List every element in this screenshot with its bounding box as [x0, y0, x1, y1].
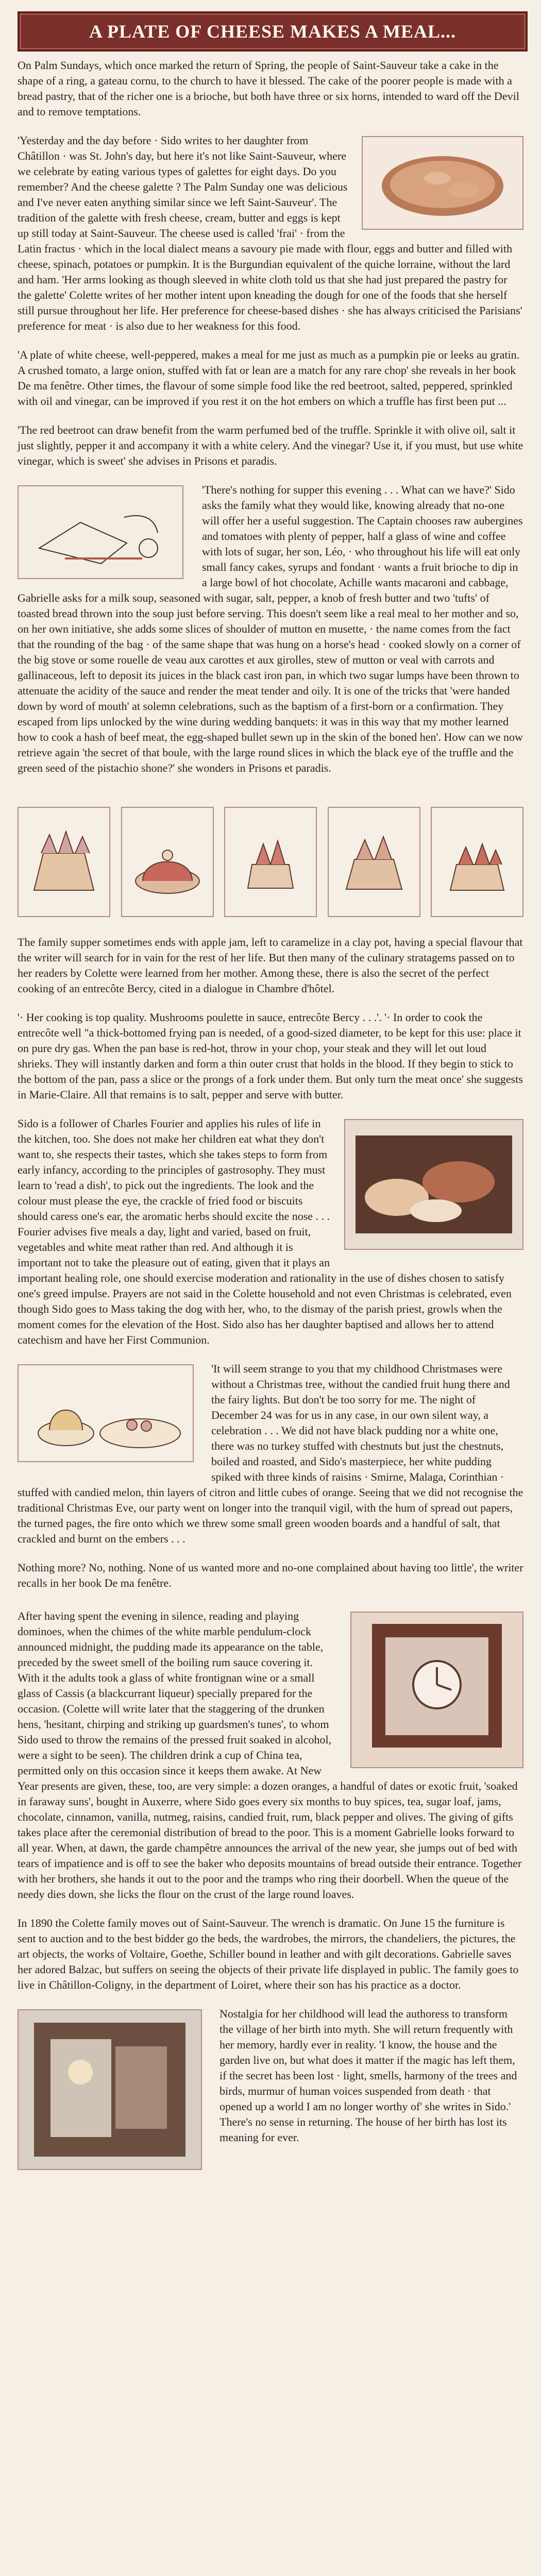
paragraph-4b: '· Her cooking is top quality. Mushrooms poulette in sauce, entrecôte Bercy . . .'. '· In order to cook the entrecôte well "a thick-bottomed frying pan is needed, of a good-sized diameter, to be kept for this use: place it on pure dry gas. When the pan base is red-hot, throw in your chop, your steak and they will let out loud shrieks. They will instantly darken and form a thin outer crust that holds in the blood. If they begin to stick to the bottom of the pan, pass a slice or the prongs of a fork under them. But only turn the meat once' she suggests in Marie-Claire. All that remains is to salt, pepper and serve with butter. [18, 1011, 523, 1101]
paragraph-6a: 'It will seem strange to you that my childhood Christmases were without a Christmas tree, without the candied fruit hung there and the fairy lights. But don't be too sorry for me. The night of December 24 was for us in any case, in our own silent way, a celebration . . . We did not have black pudding nor a white one, there was no turkey stuffed with chestnuts but just the chestnuts, boiled and roasted, and Sido's masterpiece, her white pudding spiked with three kinds of raisins · Smirne, Malaga, Corinthian · stuffed with candied melon, thin layers of citron and little cubes of orange. Seeing that we did not recognise the traditional Christmas Eve, our party went on longer into the tranquil vigil, with the hum of spread out papers, the turned pages, the fire onto which we threw some small green wooden boards and a handful of salt, that crackled and burnt on the embers . . . [18, 1362, 523, 1545]
spacer [18, 1604, 523, 1608]
galette-photo-icon [363, 137, 522, 229]
paragraph-2a: 'Yesterday and the day before · Sido writes to her daughter from Châtillon · was St. John's day, but here it's not like Saint-Sauveur, where we celebrate by eating various types of galettes for eight days. Do you remember? And the cheese galette ? The Palm Sunday one was delicious and I've never eaten anything similar since we left Saint-Sauveur'. The tradition of the galette with fresh cheese, cream, butter and eggs is kept up still today at Saint-Sauveur. The cheese used is called 'frai' · from the Latin fractus · which in the local dialect means a savoury pie made with flour, eggs and butter and filled with cheese, spinach, potatoes or pumpkin. It is the Burgundian equivalent of the quiche lorraine, without the lard and ham. 'Her arms looking as though sleeved in white cloth told us that she had just prepared the pastry for the galette' Colette writes of her mother intent upon kneading the dough for one of the foods that she herself still pursue throughout her life. Her preference for cheese-based dishes · she has always criticised the Parisians' preference for meat · is also due to her weakness for this food. [18, 134, 522, 332]
paragraph-3a: 'There's nothing for supper this evening . . . What can we have?' Sido asks the family what they would like, knowing already that no-one will offer her a useful suggestion. The Captain chooses raw aubergines and tomatoes with plenty of pepper, half a glass of wine and coffee with lots of sugar, her son, Léo, · who throughout his life will eat only small fancy cakes, syrups and fondant · wants a fruit brioche to dip in a large bowl of hot chocolate, Achille wants macaroni and cabbage, Gabrielle asks for a milk soup, seasoned with sugar, salt, pepper, a knob of fresh butter and two 'tufts' of toasted bread thrown into the soup just before serving. This doesn't seem like a real meal to her mother and so, on her own initiative, she adds some slices of shoulder of mutton en musette, · the name comes from the fact that the rounding of the bag · of the same shape that was hung on a horse's head · cooked slowly on a corner of the big stove or some rouelle de veau aux carottes et aux girolles, stew of mutton or veal with carrots and gallinaceous, left to deposit its juices in the black cast iron pan, in which two sugar lumps have been thrown to attenuate the acidity of the sauce and render the meat tender and oily. It is one of the tricks that 'were handed down by word of mouth' at solemn celebrations, such as the baptism of a first-born or a confirmation. They escaped from lips unlocked by the wine during wedding banquets: it was in this way that my mother learned how to cook a hash of beef meat, the egg-shaped bullet sewn up in the skin of the boned hen'. How can we now retrieve again 'the secret of that boule, with the large round slices in which the black eye of the truffle and the green seed of the pistachio shone?' she wonders in Prisons et paradis. [18, 483, 523, 774]
paragraph-5: Sido is a follower of Charles Fourier and applies his rules of life in the kitchen, too. She does not make her children eat what they don't want to, she respects their tastes, which she takes steps to form from early infancy, according to the principles of gastrosophy. They must learn to 'read a dish', to pick out the ingredients. The look and the colour must please the eye, the crackle of fried food or biscuits should caress one's ear, the aromatic herbs should excite the nose . . . Fourier advises five meals a day, light and varied, based on fruit, vegetables and white meat rather than red. And although it is important not to take the pleasure out of eating, given that it plays an important healing role, one should exercise moderation and rationality in the use of dishes chosen to satisfy one's greed impulse. Prayers are not said in the Colette household and not even Christmas is celebrated, even though Sido goes to Mass taking the dog with her, who, to the dismay of the parish priest, growls when the moment comes for the elevation of the Host. Sido also has her daughter baptised and allows her to attend catechism and have her First Communion. [18, 1117, 512, 1346]
tea-set-icon [19, 1365, 193, 1461]
sido-kitchen-photo [344, 1119, 523, 1250]
cake-icon [432, 808, 522, 916]
cake-icon [122, 808, 213, 916]
galette-photo [362, 136, 523, 230]
lantern-photo [18, 2009, 202, 2170]
paragraph-2b: 'A plate of white cheese, well-peppered, makes a meal for me just as much as a pumpkin pie or leeks au gratin. A crushed tomato, a large onion, stuffed with fat or lean are a match for any rare chop' she reveals in her book De ma fenêtre. Other times, the flavour of some simple food like the red beetroot, salted, peppered, sprinkled with oil and vinegar, can be improved if you rest it on the hot embers on which a truffle has first been put ... [18, 348, 520, 408]
paragraph-4a: The family supper sometimes ends with apple jam, left to caramelize in a clay pot, having a special flavour that the writer will search for in vain for the rest of her life. But then many of the culinary stratagems passed on to her readers by Colette were learned from her mother. Among these, there is also the secret of the perfect cooking of an entrecôte Bercy, cited in a dialogue in Chambre d'hôtel. [18, 936, 523, 995]
cake-sketch-5 [431, 807, 523, 917]
cake-icon [19, 808, 109, 916]
cake-sketch-4 [328, 807, 420, 917]
paragraph-6b: Nothing more? No, nothing. None of us wanted more and no-one complained about having too little', the writer recalls in her book De ma fenêtre. [18, 1561, 523, 1589]
paragraph-1: On Palm Sundays, which once marked the return of Spring, the people of Saint-Sauveur take a cake in the shape of a ring, a gateau cornu, to the church to have it blessed. The cake of the poorer people is made with a bread pastry, that of the richer one is a brioche, but both have three or six horns, intended to ward off the Devil and to remove temptations. [18, 59, 519, 118]
cake-sketch-1 [18, 807, 110, 917]
paragraph-8: In 1890 the Colette family moves out of Saint-Sauveur. The wrench is dramatic. On June 15 the furniture is sent to auction and to the best bidder go the beds, the wardrobes, the mirrors, the chandeliers, the pictures, the art objects, the works of Voltaire, Goethe, Schiller bound in leather and with gilt decorations. Gabrielle saves her adored Balzac, but suffers on seeing the objects of their private life displayed in public. The family goes to live in Châtillon-Coligny, in the department of Loiret, where their son has his practice as a doctor. [18, 1917, 519, 1991]
paragraph-2c: 'The red beetroot can draw benefit from the warm perfumed bed of the truffle. Sprinkle it with olive oil, salt it just slightly, pepper it and accompany it with a white celery. And the vinegar? Use it, if you must, but use white vinegar, which is sweet' she advises in Prisons et paradis. [18, 423, 523, 467]
page-title: A PLATE OF CHEESE MAKES A MEAL... [89, 21, 457, 42]
paragraph-9: Nostalgia for her childhood will lead the authoress to transform the village of her birth into myth. She will return frequently with her memory, hardly ever in reality. 'I know, the house and the garden live on, but what does it matter if the magic has left them, if the secret has been lost · light, smells, harmony of the trees and birds, murmur of human voices suspended from death · that opened up a world I am no longer worthy of' she writes in Sido.' There's no sense in returning. The house of her birth has lost its meaning for ever. [219, 2007, 517, 2144]
cake-icon [329, 808, 419, 916]
pendulum-clock-photo [350, 1612, 523, 1768]
cake-icon [225, 808, 316, 916]
tea-set-sketch [18, 1364, 194, 1462]
paragraph-7: After having spent the evening in silence, reading and playing dominoes, when the chimes of the white marble pendulum-clock announced midnight, the pudding made its appearance on the table, preceded by the sweet smell of the boiling rum sauce covering it. With it the adults took a glass of white frontignan wine or a small glass of Cassis (a blackcurrant liqueur) specially prepared for the occasion. (Colette will write later that the staggering of the drunken hens, 'hesitant, chirping and striking up guardsmen's tunes', to whom Sido used to throw the remains of the pressed fruit soaked in alcohol, were a sight to be seen). The children drink a cup of China tea, permitted only on this occasion since it keeps them awake. At New Year presents are given, these, too, are very simple: a dozen oranges, a handful of dates or exotic fruit, 'soaked in faraway suns', bought in Auxerre, where Sido goes every six months to buy spices, tea, sugar loaf, jams, chocolate, cinnamon, vanilla, nutmeg, raisins, candied fruit, rum, black pepper and olives. The giving of gifts takes place after the ceremonial distribution of bread to the poor. This is a moment Gabrielle looks forward to all year. When, at dawn, the garde champêtre announces the arrival of the new year, she jumps out of bed with tears of impatience and is off to see the baker who deposits mountains of bread outside their entrance. Together with her brothers, she hands it out to the poor and the tramps who ring their doorbell. When the queue of the needy dies down, she licks the flour on the crust of the large round loaves. [18, 1609, 522, 1901]
title-banner [18, 11, 528, 52]
kitchen-photo-icon [345, 1120, 522, 1249]
kitchen-sketch [18, 485, 183, 579]
cake-sketch-3 [224, 807, 317, 917]
clock-photo-icon [351, 1613, 522, 1767]
lantern-photo-icon [19, 2010, 201, 2169]
article-body [18, 58, 523, 2178]
cake-sketch-2 [121, 807, 214, 917]
cakes-sketch-row [18, 799, 523, 917]
kitchen-sketch-icon [19, 486, 182, 578]
